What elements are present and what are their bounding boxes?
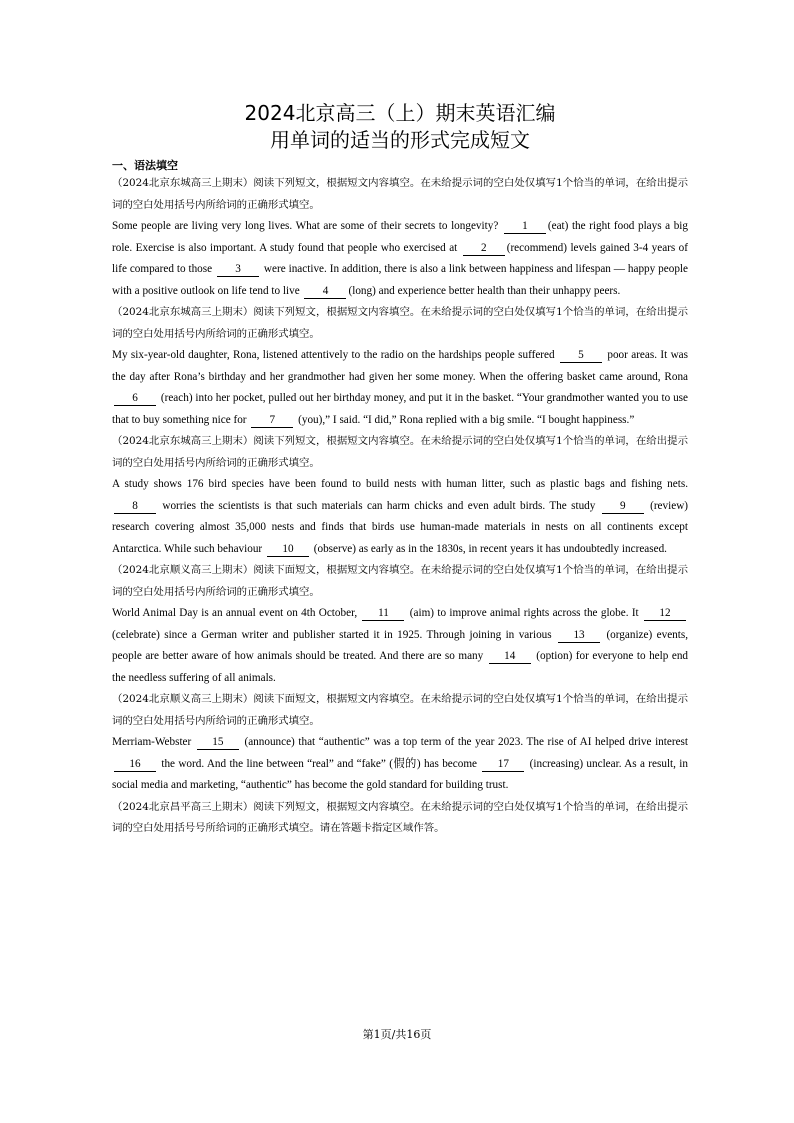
passage-instruction: （2024北京顺义高三上期末）阅读下面短文，根据短文内容填空。在未给提示词的空白处仅填写1个恰当的单词，在给出提示词的空白处用括号内所给词的正确形式填空。 (112, 693, 688, 727)
answer-blank[interactable]: 11 (362, 607, 404, 621)
document-page (112, 100, 688, 840)
passage-text-run: (you),” I said. “I did,” Rona replied with a big smile. “I bought happiness.” (295, 413, 635, 426)
answer-blank[interactable]: 7 (251, 414, 293, 428)
passage-text (112, 603, 688, 689)
answer-blank[interactable]: 1 (504, 220, 546, 234)
passage-text-run: were inactive. In addition, there is also a link between happiness and lifespan — happy people with a positive outlook on life tend to live (112, 263, 688, 297)
answer-blank[interactable]: 16 (114, 758, 156, 772)
passage-text (112, 474, 688, 560)
passage (112, 173, 688, 302)
answer-blank[interactable]: 5 (560, 349, 602, 363)
answer-blank[interactable]: 3 (217, 263, 259, 277)
passage-text-run: World Animal Day is an annual event on 4th October, (112, 607, 361, 619)
passage-instruction: （2024北京东城高三上期末）阅读下列短文，根据短文内容填空。在未给提示词的空白处仅填写1个恰当的单词，在给出提示词的空白处用括号内所给词的正确形式填空。 (112, 435, 688, 469)
passage-text-run: worries the scientists is that such materials can harm chicks and even adult birds. The study (158, 499, 600, 512)
answer-blank[interactable]: 9 (602, 500, 644, 514)
passage-text-run: A study shows 176 bird species have been found to build nests with human litter, such as plastic bags and fishing nets. (112, 478, 688, 490)
answer-blank[interactable]: 4 (304, 285, 346, 299)
answer-blank[interactable]: 2 (463, 242, 505, 256)
passage-text-run: (aim) to improve animal rights across the globe. It (406, 607, 642, 619)
answer-blank[interactable]: 12 (644, 607, 686, 621)
passage-text-run: (recommend) levels gained 3-4 years of life compared to those (112, 241, 689, 275)
passage-text-run: (announce) that “authentic” was a top term of the year 2023. The rise of AI helped drive interest (240, 736, 688, 748)
passage-text-run: (observe) as early as in the 1830s, in recent years it has undoubtedly increased. (310, 542, 667, 555)
answer-blank[interactable]: 6 (114, 392, 156, 406)
passage-instruction: （2024北京东城高三上期末）阅读下列短文，根据短文内容填空。在未给提示词的空白处仅填写1个恰当的单词，在给出提示词的空白处用括号内所给词的正确形式填空。 (112, 177, 688, 211)
passage-text-run: (review) research covering almost 35,000 nests and finds that birds use human-made materials in nests on all continents except Antarctica. While such behaviour (112, 499, 689, 555)
document-title: 2024北京高三（上）期末英语汇编 (244, 101, 556, 125)
section-heading: 一、语法填空 (112, 159, 178, 172)
passage (112, 689, 688, 797)
page-footer: 第1页/共16页 (362, 1028, 432, 1041)
passage-text-run: the word. And the line between “real” and “fake” (假的) has become (158, 757, 481, 770)
answer-blank[interactable]: 15 (197, 736, 239, 750)
passage-text (112, 216, 688, 302)
passage-instruction: （2024北京顺义高三上期末）阅读下面短文，根据短文内容填空。在未给提示词的空白处仅填写1个恰当的单词，在给出提示词的空白处用括号内所给词的正确形式填空。 (112, 564, 688, 598)
passage-text-run: (option) for everyone to help end the needless suffering of all animals. (112, 650, 689, 684)
passage (112, 560, 688, 689)
passage-text-run: (reach) into her pocket, pulled out her birthday money, and put it in the basket. “Your grandmother wanted you to use that to buy something nice for (112, 392, 688, 426)
passage-text-run: poor areas. It was the day after Rona’s birthday and her grandmother had given her some money. When the offering basket came around, Rona (112, 349, 688, 383)
passage-text-run: Merriam-Webster (112, 736, 195, 748)
passage-text-run: (long) and experience better health than their unhappy peers. (348, 284, 621, 297)
answer-blank[interactable]: 10 (267, 543, 309, 557)
passage-text-run: (organize) events, people are better aware of how animals should be treated. And there are so many (112, 628, 689, 662)
passage-text-run: (celebrate) since a German writer and publisher started it in 1925. Through joining in various (112, 628, 557, 641)
answer-blank[interactable]: 13 (558, 629, 600, 643)
passage-text-run: (increasing) unclear. As a result, in social media and marketing, “authentic” has become the gold standard for building trust. (112, 757, 688, 791)
passage (112, 431, 688, 560)
passage (112, 797, 688, 840)
passage-text-run: My six-year-old daughter, Rona, listened attentively to the radio on the hardships people suffered (112, 349, 558, 361)
passages-container (112, 173, 688, 840)
answer-blank[interactable]: 17 (482, 758, 524, 772)
answer-blank[interactable]: 14 (489, 650, 531, 664)
passage-text-run: Some people are living very long lives. What are some of their secrets to longevity? (112, 220, 502, 232)
passage-instruction: （2024北京昌平高三上期末）阅读下列短文，根据短文内容填空。在未给提示词的空白处仅填写1个恰当的单词，在给出提示词的空白处用括号号所给词的正确形式填空。请在答题卡指定区域作答。 (112, 800, 688, 834)
passage-text (112, 345, 688, 431)
document-subtitle: 用单词的适当的形式完成短文 (270, 128, 530, 152)
passage-text (112, 732, 688, 797)
passage-text-run: (eat) the right food plays a big role. Exercise is also important. A study found that people who exercised at (112, 220, 688, 254)
passage (112, 302, 688, 431)
passage-instruction: （2024北京东城高三上期末）阅读下列短文，根据短文内容填空。在未给提示词的空白处仅填写1个恰当的单词，在给出提示词的空白处用括号内所给词的正确形式填空。 (112, 306, 688, 340)
answer-blank[interactable]: 8 (114, 500, 156, 514)
